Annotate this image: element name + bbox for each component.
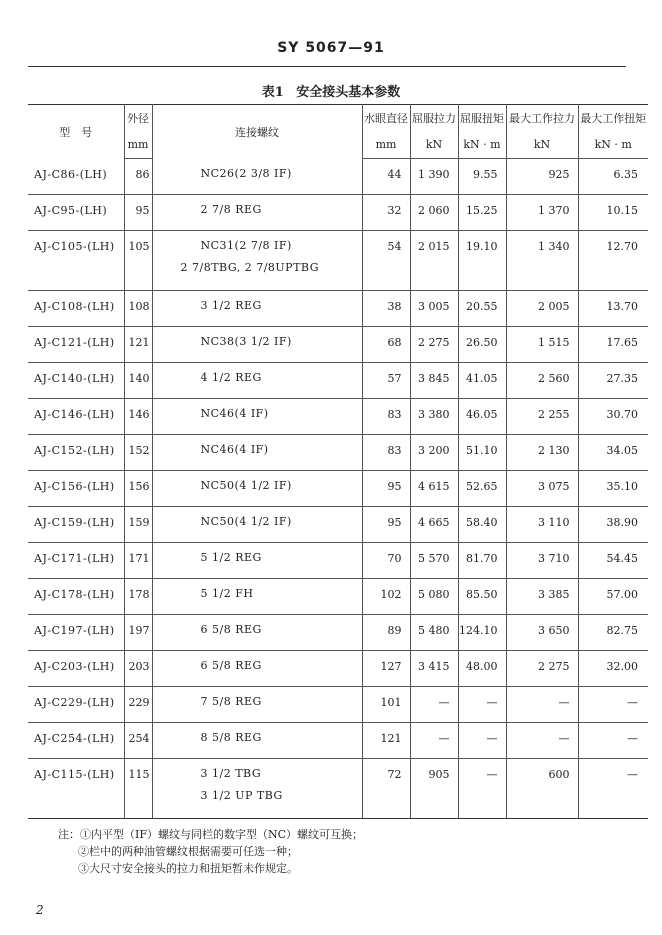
table-row — [28, 363, 648, 399]
thread-line: 2 7/8 REG — [200, 203, 262, 216]
cell-yield-torque: — — [458, 759, 506, 819]
cell-work-force: 600 — [506, 759, 578, 819]
cell-yield-torque: 124.10 — [458, 615, 506, 651]
cell-model: AJ-C159-(LH) — [28, 507, 124, 543]
cell-work-force: 2 130 — [506, 435, 578, 471]
cell-thread — [152, 687, 362, 723]
cell-work-force: 3 110 — [506, 507, 578, 543]
cell-model: AJ-C108-(LH) — [28, 291, 124, 327]
thread-line-alt: 2 7/8TBG, 2 7/8UPTBG — [180, 261, 319, 274]
cell-yield-torque: 46.05 — [458, 399, 506, 435]
thread-line: 6 5/8 REG — [200, 659, 262, 672]
cell-yield-torque: 51.10 — [458, 435, 506, 471]
cell-yield-force: 3 415 — [410, 651, 458, 687]
header-work-force-unit: kN — [506, 131, 578, 159]
cell-yield-torque: — — [458, 723, 506, 759]
note-line-2 — [58, 843, 363, 860]
cell-work-torque: 34.05 — [578, 435, 648, 471]
cell-bore: 83 — [362, 435, 410, 471]
cell-od: 156 — [124, 471, 152, 507]
cell-yield-torque: 48.00 — [458, 651, 506, 687]
cell-od: 95 — [124, 195, 152, 231]
thread-line: NC31(2 7/8 IF) — [200, 239, 292, 252]
cell-thread — [152, 651, 362, 687]
cell-work-force: 925 — [506, 159, 578, 195]
cell-yield-force: — — [410, 687, 458, 723]
table-row — [28, 651, 648, 687]
cell-work-force: 2 275 — [506, 651, 578, 687]
cell-model: AJ-C86-(LH) — [28, 159, 124, 195]
table-row — [28, 723, 648, 759]
table-row — [28, 159, 648, 195]
cell-yield-force: 5 570 — [410, 543, 458, 579]
cell-bore: 57 — [362, 363, 410, 399]
cell-model: AJ-C152-(LH) — [28, 435, 124, 471]
thread-line: 5 1/2 REG — [200, 551, 262, 564]
cell-thread — [152, 543, 362, 579]
cell-yield-force: — — [410, 723, 458, 759]
table-label: 表1 — [261, 85, 284, 100]
cell-yield-force: 5 080 — [410, 579, 458, 615]
cell-od: 229 — [124, 687, 152, 723]
thread-line: 4 1/2 REG — [200, 371, 262, 384]
cell-yield-force: 3 380 — [410, 399, 458, 435]
cell-od: 203 — [124, 651, 152, 687]
table-row — [28, 615, 648, 651]
cell-yield-force: 3 845 — [410, 363, 458, 399]
table-row — [28, 471, 648, 507]
cell-yield-force: 3 200 — [410, 435, 458, 471]
table-row — [28, 687, 648, 723]
cell-model: AJ-C121-(LH) — [28, 327, 124, 363]
cell-bore: 89 — [362, 615, 410, 651]
cell-thread — [152, 231, 362, 291]
cell-bore: 95 — [362, 507, 410, 543]
cell-work-torque: 35.10 — [578, 471, 648, 507]
header-model: 型 号 — [28, 105, 124, 159]
cell-bore: 101 — [362, 687, 410, 723]
cell-od: 121 — [124, 327, 152, 363]
cell-od: 159 — [124, 507, 152, 543]
cell-thread — [152, 759, 362, 819]
note-1: ①内平型（IF）螺纹与同栏的数字型（NC）螺纹可互换； — [80, 828, 364, 841]
cell-model: AJ-C146-(LH) — [28, 399, 124, 435]
thread-line: 6 5/8 REG — [200, 623, 262, 636]
cell-work-force: 3 650 — [506, 615, 578, 651]
header-yield-torque-unit: kN · m — [458, 131, 506, 159]
table-row — [28, 579, 648, 615]
cell-od: 197 — [124, 615, 152, 651]
note-3: ③大尺寸安全接头的拉力和扭矩暂未作规定。 — [78, 862, 298, 875]
cell-work-torque: 54.45 — [578, 543, 648, 579]
cell-work-torque: 12.70 — [578, 231, 648, 291]
cell-yield-torque: — — [458, 687, 506, 723]
notes — [58, 826, 363, 877]
thread-line: 3 1/2 TBG — [200, 767, 262, 780]
cell-yield-torque: 81.70 — [458, 543, 506, 579]
cell-od: 254 — [124, 723, 152, 759]
cell-bore: 95 — [362, 471, 410, 507]
cell-od: 105 — [124, 231, 152, 291]
cell-work-force: 3 075 — [506, 471, 578, 507]
cell-work-torque: 38.90 — [578, 507, 648, 543]
thread-line: NC46(4 IF) — [200, 407, 269, 420]
header-thread: 连接螺纹 — [152, 105, 362, 159]
cell-yield-force: 4 665 — [410, 507, 458, 543]
cell-od: 86 — [124, 159, 152, 195]
cell-yield-torque: 52.65 — [458, 471, 506, 507]
table-row — [28, 327, 648, 363]
cell-work-torque: 82.75 — [578, 615, 648, 651]
cell-yield-force: 905 — [410, 759, 458, 819]
cell-bore: 38 — [362, 291, 410, 327]
cell-work-torque: 57.00 — [578, 579, 648, 615]
cell-model: AJ-C197-(LH) — [28, 615, 124, 651]
thread-line: NC26(2 3/8 IF) — [200, 166, 292, 180]
header-bore: 水眼直径 — [362, 105, 410, 132]
table-title-text: 安全接头基本参数 — [296, 85, 401, 100]
page-number: 2 — [36, 903, 44, 917]
cell-thread — [152, 327, 362, 363]
cell-bore: 32 — [362, 195, 410, 231]
cell-model: AJ-C254-(LH) — [28, 723, 124, 759]
cell-thread — [152, 291, 362, 327]
cell-thread — [152, 399, 362, 435]
cell-model: AJ-C105-(LH) — [28, 231, 124, 291]
table-row — [28, 195, 648, 231]
cell-work-force: 1 370 — [506, 195, 578, 231]
table-title — [0, 81, 662, 100]
table-row — [28, 507, 648, 543]
note-line-1 — [58, 826, 363, 843]
table-row — [28, 231, 648, 291]
cell-model: AJ-C203-(LH) — [28, 651, 124, 687]
parameters-table — [28, 104, 648, 819]
cell-thread — [152, 579, 362, 615]
cell-bore: 72 — [362, 759, 410, 819]
cell-thread — [152, 507, 362, 543]
table-body — [28, 159, 648, 819]
cell-bore: 121 — [362, 723, 410, 759]
cell-work-force: 1 340 — [506, 231, 578, 291]
cell-thread — [152, 363, 362, 399]
cell-work-torque: 27.35 — [578, 363, 648, 399]
cell-od: 146 — [124, 399, 152, 435]
thread-line: 7 5/8 REG — [200, 695, 262, 708]
cell-work-force: 3 710 — [506, 543, 578, 579]
cell-work-torque: 13.70 — [578, 291, 648, 327]
cell-yield-torque: 20.55 — [458, 291, 506, 327]
thread-line: NC38(3 1/2 IF) — [200, 335, 292, 348]
cell-work-torque: 30.70 — [578, 399, 648, 435]
cell-model: AJ-C229-(LH) — [28, 687, 124, 723]
cell-yield-force: 2 015 — [410, 231, 458, 291]
cell-work-force: 2 005 — [506, 291, 578, 327]
thread-line: 5 1/2 FH — [200, 587, 254, 600]
cell-bore: 44 — [362, 159, 410, 195]
note-2: ②栏中的两种油管螺纹根据需要可任选一种； — [78, 845, 298, 858]
cell-od: 152 — [124, 435, 152, 471]
header-od-unit: mm — [124, 131, 152, 159]
cell-yield-torque: 41.05 — [458, 363, 506, 399]
cell-od: 178 — [124, 579, 152, 615]
cell-yield-torque: 58.40 — [458, 507, 506, 543]
cell-yield-force: 4 615 — [410, 471, 458, 507]
cell-model: AJ-C140-(LH) — [28, 363, 124, 399]
header-yield-force-unit: kN — [410, 131, 458, 159]
header-od: 外径 — [124, 105, 152, 132]
cell-model: AJ-C115-(LH) — [28, 759, 124, 819]
cell-yield-torque: 85.50 — [458, 579, 506, 615]
cell-work-force: 2 560 — [506, 363, 578, 399]
table-row — [28, 543, 648, 579]
cell-od: 108 — [124, 291, 152, 327]
thread-line: NC50(4 1/2 IF) — [200, 479, 292, 492]
standard-code: SY 5067—91 — [277, 40, 385, 56]
header-work-torque-unit: kN · m — [578, 131, 648, 159]
cell-od: 171 — [124, 543, 152, 579]
cell-model: AJ-C178-(LH) — [28, 579, 124, 615]
cell-thread — [152, 723, 362, 759]
cell-work-torque: 10.15 — [578, 195, 648, 231]
cell-work-force: — — [506, 723, 578, 759]
cell-yield-force: 5 480 — [410, 615, 458, 651]
thread-line: 8 5/8 REG — [200, 731, 262, 744]
cell-bore: 54 — [362, 231, 410, 291]
cell-yield-force: 3 005 — [410, 291, 458, 327]
cell-thread — [152, 195, 362, 231]
cell-thread — [152, 615, 362, 651]
cell-work-force: 3 385 — [506, 579, 578, 615]
header-work-force: 最大工作拉力 — [506, 105, 578, 132]
cell-od: 140 — [124, 363, 152, 399]
cell-thread — [152, 435, 362, 471]
cell-bore: 83 — [362, 399, 410, 435]
cell-yield-torque: 15.25 — [458, 195, 506, 231]
cell-bore: 70 — [362, 543, 410, 579]
cell-work-torque: 17.65 — [578, 327, 648, 363]
table-row — [28, 759, 648, 819]
cell-work-force: 2 255 — [506, 399, 578, 435]
cell-work-torque: 6.35 — [578, 159, 648, 195]
cell-work-torque: — — [578, 759, 648, 819]
thread-line: NC46(4 IF) — [200, 443, 269, 456]
thread-line: 3 1/2 REG — [200, 299, 262, 312]
cell-thread — [152, 159, 362, 195]
cell-bore: 68 — [362, 327, 410, 363]
cell-yield-force: 1 390 — [410, 159, 458, 195]
cell-work-force: — — [506, 687, 578, 723]
cell-od: 115 — [124, 759, 152, 819]
thread-line: NC50(4 1/2 IF) — [200, 515, 292, 528]
header-rule — [28, 66, 626, 67]
cell-model: AJ-C156-(LH) — [28, 471, 124, 507]
cell-yield-torque: 26.50 — [458, 327, 506, 363]
header-yield-torque: 屈服扭矩 — [458, 105, 506, 132]
cell-work-torque: — — [578, 723, 648, 759]
cell-thread — [152, 471, 362, 507]
header-work-torque: 最大工作扭矩 — [578, 105, 648, 132]
table-row — [28, 291, 648, 327]
header-yield-force: 屈服拉力 — [410, 105, 458, 132]
cell-yield-torque: 9.55 — [458, 159, 506, 195]
cell-work-force: 1 515 — [506, 327, 578, 363]
cell-model: AJ-C95-(LH) — [28, 195, 124, 231]
cell-bore: 102 — [362, 579, 410, 615]
cell-bore: 127 — [362, 651, 410, 687]
cell-yield-force: 2 275 — [410, 327, 458, 363]
table-row — [28, 399, 648, 435]
header-bore-unit: mm — [362, 131, 410, 159]
cell-work-torque: 32.00 — [578, 651, 648, 687]
notes-prefix: 注： — [58, 828, 80, 841]
thread-line-alt: 3 1/2 UP TBG — [200, 789, 283, 802]
table-row — [28, 435, 648, 471]
cell-work-torque: — — [578, 687, 648, 723]
cell-model: AJ-C171-(LH) — [28, 543, 124, 579]
cell-yield-torque: 19.10 — [458, 231, 506, 291]
note-line-3 — [58, 860, 363, 877]
cell-yield-force: 2 060 — [410, 195, 458, 231]
